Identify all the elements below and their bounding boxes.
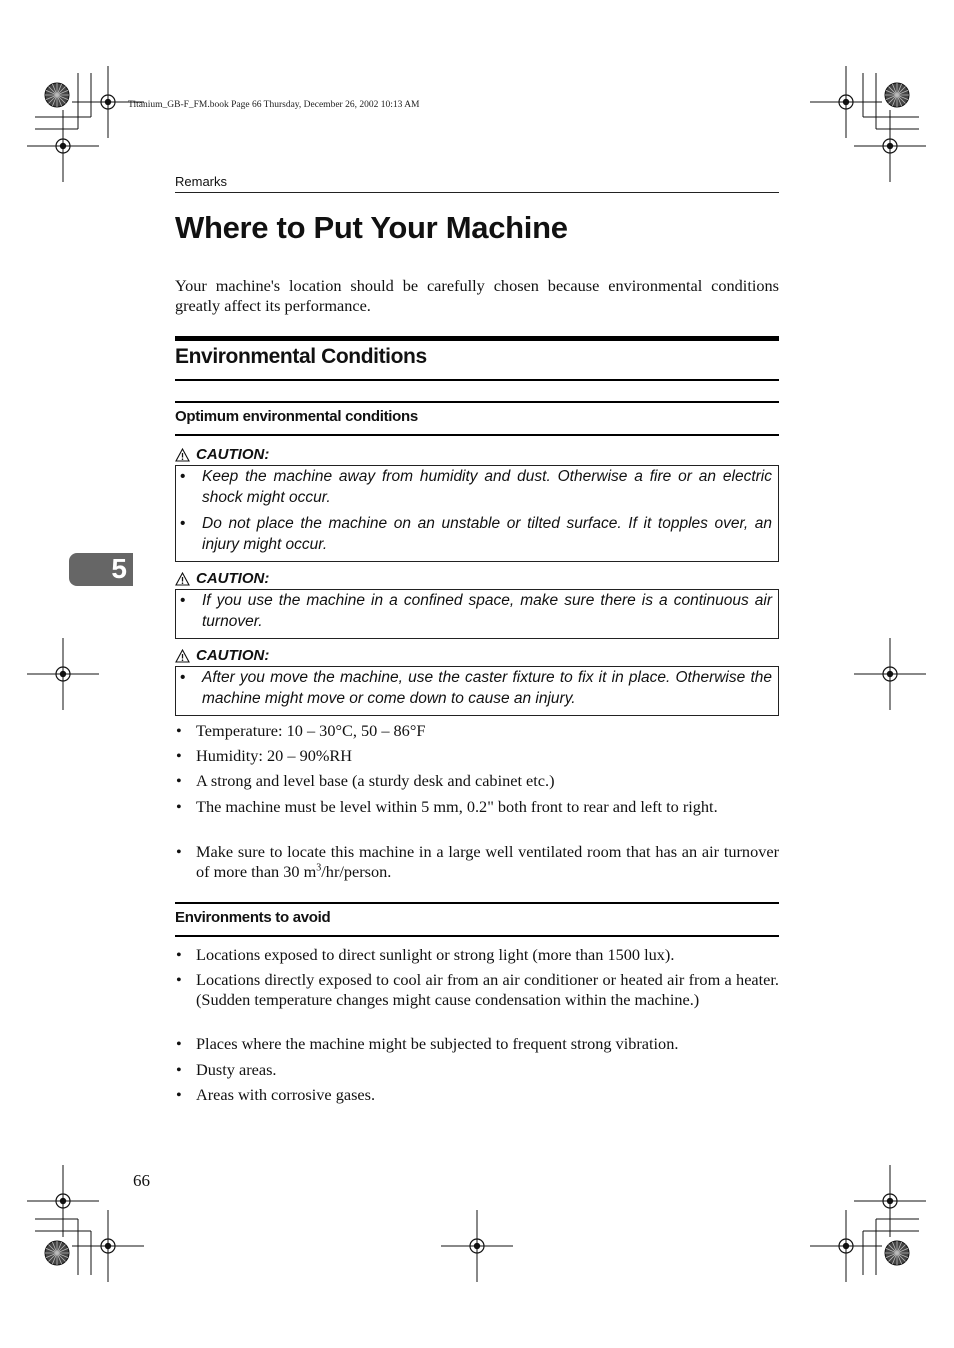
registration-mark-icon [27,1165,99,1237]
caution-item: • Keep the machine away from humidity and dust. Otherwise a fire or an electric shock might occur. [202,467,772,508]
registration-mark-icon [854,638,926,710]
list-item: • The machine must be level within 5 mm, 0.2" both front to rear and left to right. [196,797,779,817]
book-file-info: Titanium_GB-F_FM.book Page 66 Thursday, December 26, 2002 10:13 AM [128,100,420,110]
caution-item: • If you use the machine in a confined space, make sure there is a continuous air turnover. [202,591,772,632]
running-head: Remarks [175,174,228,189]
list-item: • A strong and level base (a sturdy desk and cabinet etc.) [196,771,779,791]
list-item: • Locations directly exposed to cool air from an air conditioner or heated air from a heater. (Sudden temperature changes might cause condensation within the machine.) [196,970,779,1009]
chapter-tab [69,553,133,586]
caution-box [175,666,779,716]
intro-paragraph: Your machine's location should be carefully chosen because environmental conditions greatly affect its performance. [175,276,779,315]
caution-text: CAUTION: [196,570,270,587]
warning-triangle-icon [175,649,190,663]
registration-mark-icon [441,1210,513,1282]
header-rule [175,192,779,193]
list-item: • Locations exposed to direct sunlight or strong light (more than 1500 lux). [196,945,779,965]
subsection-title-avoid: Environments to avoid [175,909,331,926]
section-rule [175,336,779,341]
list-item-ventilation [196,842,779,881]
list-item: • Places where the machine might be subjected to frequent strong vibration. [196,1034,779,1054]
caution-box [175,465,779,562]
ventilation-unit: /hr/person. [321,861,392,881]
ventilation-text: Make sure to locate this machine in a large well ventilated room that has an air turnover of more than 30 m [196,842,779,881]
page-title: Where to Put Your Machine [175,210,568,245]
list-item: • Humidity: 20 – 90%RH [196,746,779,766]
page-number: 66 [133,1171,150,1190]
subsection-title-optimum: Optimum environmental conditions [175,408,418,425]
chapter-number: 5 [111,553,127,584]
subsection-underline [175,935,779,937]
section-underline [175,379,779,381]
caution-label [175,647,269,664]
list-item: • Temperature: 10 – 30°C, 50 – 86°F [196,721,779,741]
caution-item: • Do not place the machine on an unstable or tilted surface. If it topples over, an injury might occur. [202,514,772,555]
caution-text: CAUTION: [196,647,270,664]
registration-mark-icon [810,66,882,138]
caution-item: • After you move the machine, use the caster fixture to fix it in place. Otherwise the machine might move or come down to cause an injury. [202,668,772,709]
registration-mark-icon [854,110,926,182]
color-wheel-icon [45,1241,69,1265]
caution-label [175,446,269,463]
warning-triangle-icon [175,448,190,462]
caution-label [175,570,269,587]
subsection-rule [175,902,779,904]
section-title: Environmental Conditions [175,345,427,368]
registration-mark-icon [854,1165,926,1237]
list-item: • Dusty areas. [196,1060,779,1080]
color-wheel-icon [885,83,909,107]
registration-mark-icon [810,1210,882,1282]
warning-triangle-icon [175,572,190,586]
caution-text: CAUTION: [196,446,270,463]
list-item: • Areas with corrosive gases. [196,1085,779,1105]
subsection-underline [175,434,779,436]
registration-mark-icon [27,638,99,710]
subsection-rule [175,401,779,403]
caution-box [175,589,779,639]
registration-mark-icon [72,1210,144,1282]
color-wheel-icon [45,83,69,107]
superscript: 3 [316,862,322,874]
registration-mark-icon [27,110,99,182]
color-wheel-icon [885,1241,909,1265]
